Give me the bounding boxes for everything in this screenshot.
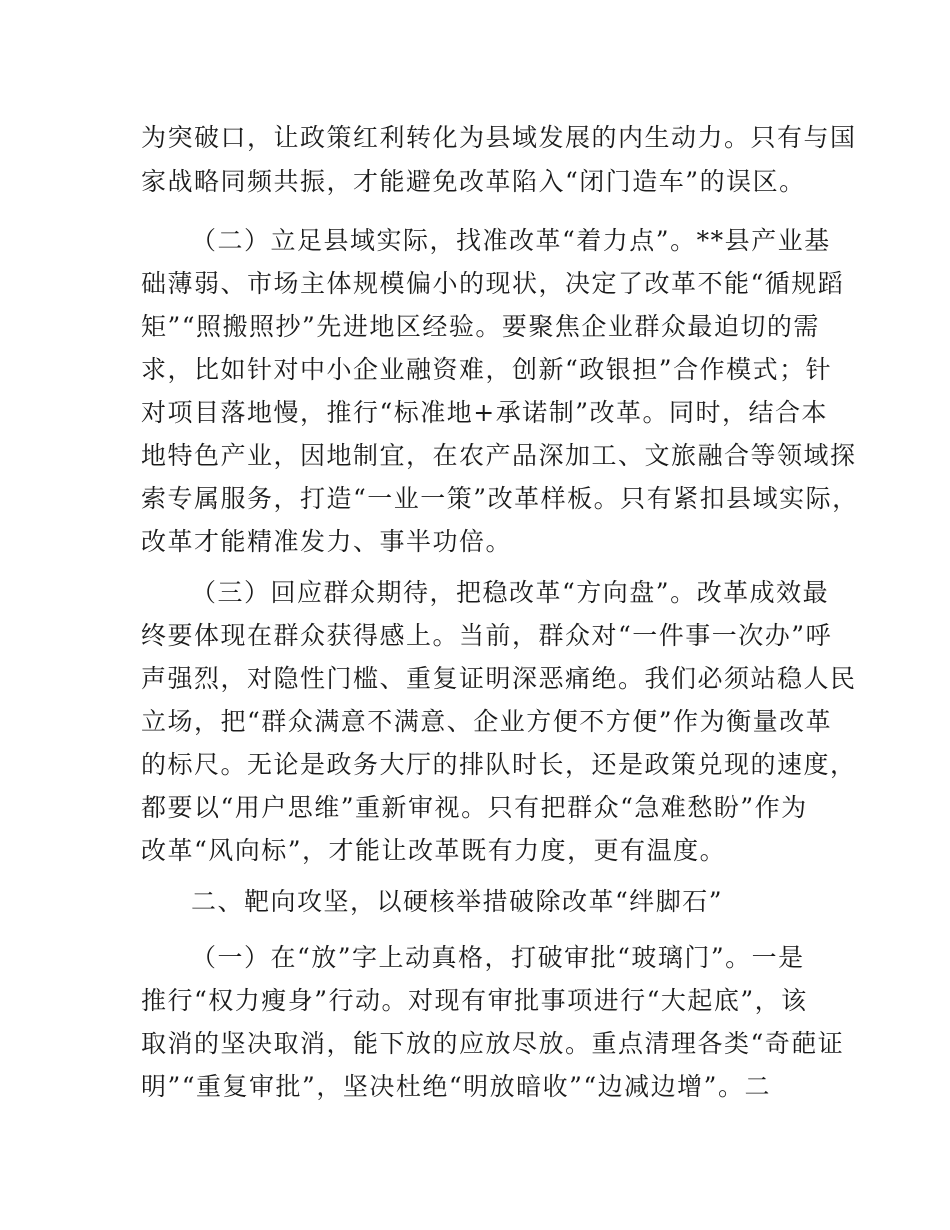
section-heading-line: （一）在“放”字上动真格，打破审批“玻璃门”。一是 <box>191 943 805 972</box>
section-heading-line: （三）回应群众期待，把稳改革“方向盘”。改革成效最 <box>191 578 830 607</box>
paragraph-line: 立场，把“群众满意不满意、企业方便不方便”作为衡量改革 <box>141 707 833 736</box>
paragraph-line: 终要体现在群众获得感上。当前，群众对“一件事一次办”呼 <box>141 621 833 650</box>
paragraph-line: 的标尺。无论是政务大厅的排队时长，还是政策兑现的速度， <box>141 750 857 779</box>
paragraph-line: 明”“重复审批”，坚决杜绝“明放暗收”“边减边增”。二 <box>141 1072 771 1101</box>
paragraph-line: 推行“权力瘦身”行动。对现有审批事项进行“大起底”，该 <box>141 986 808 1015</box>
paragraph-line: 索专属服务，打造“一业一策”改革样板。只有紧扣县域实际， <box>141 484 859 513</box>
paragraph-line: 求，比如针对中小企业融资难，创新“政银担”合作模式；针 <box>141 355 833 384</box>
paragraph-line: 矩”“照搬照抄”先进地区经验。要聚焦企业群众最迫切的需 <box>141 312 820 341</box>
paragraph-line: 家战略同频共振，才能避免改革陷入“闭门造车”的误区。 <box>141 167 806 196</box>
paragraph-line: 声强烈，对隐性门槛、重复证明深恶痛绝。我们必须站稳人民 <box>141 664 857 693</box>
paragraph-line: 改革“风向标”，才能让改革既有力度，更有温度。 <box>141 836 727 865</box>
section-heading-line: （二）立足县域实际，找准改革“着力点”。**县产业基 <box>191 226 831 255</box>
paragraph-line: 为突破口，让政策红利转化为县域发展的内生动力。只有与国 <box>141 123 857 152</box>
chapter-heading: 二、靶向攻坚，以硬核举措破除改革“绊脚石” <box>191 887 724 916</box>
paragraph-line: 对项目落地慢，推行“标准地+承诺制”改革。同时，结合本 <box>141 398 829 427</box>
paragraph-line: 取消的坚决取消，能下放的应放尽放。重点清理各类“奇葩证 <box>141 1029 845 1058</box>
paragraph-line: 都要以“用户思维”重新审视。只有把群众“急难愁盼”作为 <box>141 793 808 822</box>
paragraph-line: 础薄弱、市场主体规模偏小的现状，决定了改革不能“循规蹈 <box>141 269 845 298</box>
paragraph-line: 改革才能精准发力、事半功倍。 <box>141 527 513 556</box>
paragraph-line: 地特色产业，因地制宜，在农产品深加工、文旅融合等领域探 <box>141 441 857 470</box>
